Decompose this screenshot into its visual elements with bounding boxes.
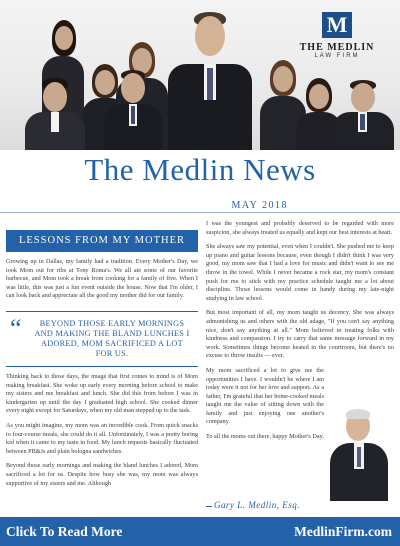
issue-date: MAY 2018 (231, 200, 288, 211)
article-paragraph: Beyond those early mornings and making the bland lunches I adored, Mom sacrificed a lot for us. Despite how busy she was, my mom was always supportive of my sisters and me. Although (6, 462, 198, 487)
divider (0, 212, 400, 213)
article-paragraph: But most important of all, my mom taught us decency. She was always admonishing us and others with the old adage, "If you can't say anything nice, don't say anything at all." Mom believed in treating folks with kindness and compassion. I try to carry that same message forward in my work. Sometimes things become heated in the courtroom, but there's no excuse to throw insults — ever. (206, 309, 394, 360)
article-paragraph: To all the moms out there, happy Mother's Day. (206, 433, 324, 441)
article-left-column (6, 220, 198, 488)
read-more-link[interactable]: Click To Read More (6, 524, 123, 539)
article-paragraph: As you might imagine, my mom was an incredible cook. From quick snacks to four-course meals, she could do it all. Unfortunately, I was a pretty boring kid when it came to my taste in food. My lunch requests basically fluctuated between PB&Js and plain bologna sandwiches. (6, 421, 198, 455)
pull-quote (6, 311, 198, 367)
article-paragraph: Growing up in Dallas, my family had a tradition. Every Mother's Day, we took Mom out for ribs at Tony Roma's. We all ate some of our favorite barbecue, and Mom took a break from cooking for a family of five. When I was little, this was just a fun event outside the house. Now that I'm older, I can look back and appreciate all the good my mother did for our family. (6, 258, 198, 300)
article-paragraph: Thinking back to those days, the image that first comes to mind is of Mom making breakfast. She woke up early every morning before school to make my sisters and me breakfast and lunch. She did this from before I was in kindergarten up until the day I graduated high school. She cooked dinner every night except for Saturdays, when my old man stepped up to the task. (6, 372, 198, 415)
article-paragraph: She always saw my potential, even when I couldn't. She pushed me to keep up piano and guitar lessons because, even though I didn't think I was very good, my mom saw that I had a love for music and didn't want to see me throw in the towel. While I never became a rock star, my mom's constant push for me to stick with my practice schedule taught me a lot about discipline. Those lessons would come in handy during my late-night studying in law school. (206, 243, 394, 302)
website-link[interactable]: MedlinFirm.com (294, 524, 392, 539)
team-member-photo (330, 80, 396, 150)
logo-subtitle: LAW FIRM (314, 53, 360, 59)
logo-name: THE MEDLIN (299, 42, 375, 53)
article-paragraph: I was the youngest and probably deserved to be regarded with more suspicion, she always treated us equally and kept our best interests at heart. (206, 220, 394, 236)
newsletter-title: The Medlin News (84, 152, 316, 187)
author-portrait (322, 401, 394, 501)
pull-quote-text: BEYOND THOSE EARLY MORNINGS AND MAKING THE BLAND LUNCHES I ADORED, MOM SACRIFICED A LOT FOR US. (34, 318, 190, 358)
quote-icon: “ (10, 313, 22, 343)
footer-bar (0, 517, 400, 546)
firm-logo[interactable] (292, 12, 382, 74)
team-member-photo (168, 12, 252, 150)
article-heading: LESSONS FROM MY MOTHER (6, 230, 198, 252)
article-paragraph: My mom sacrificed a lot to give me the opportunities I have. I wouldn't be where I am today were it not for her love and support. As a father, I'm grateful that her home-cooked meals taught me the value of sitting down with the family and just enjoying one another's company. (206, 366, 324, 426)
team-member-photo (104, 70, 162, 150)
logo-mark: M (322, 12, 352, 38)
signature-dash (206, 506, 212, 507)
author-signature: Gary L. Medlin, Esq. (214, 500, 300, 510)
team-member-photo (25, 78, 85, 150)
